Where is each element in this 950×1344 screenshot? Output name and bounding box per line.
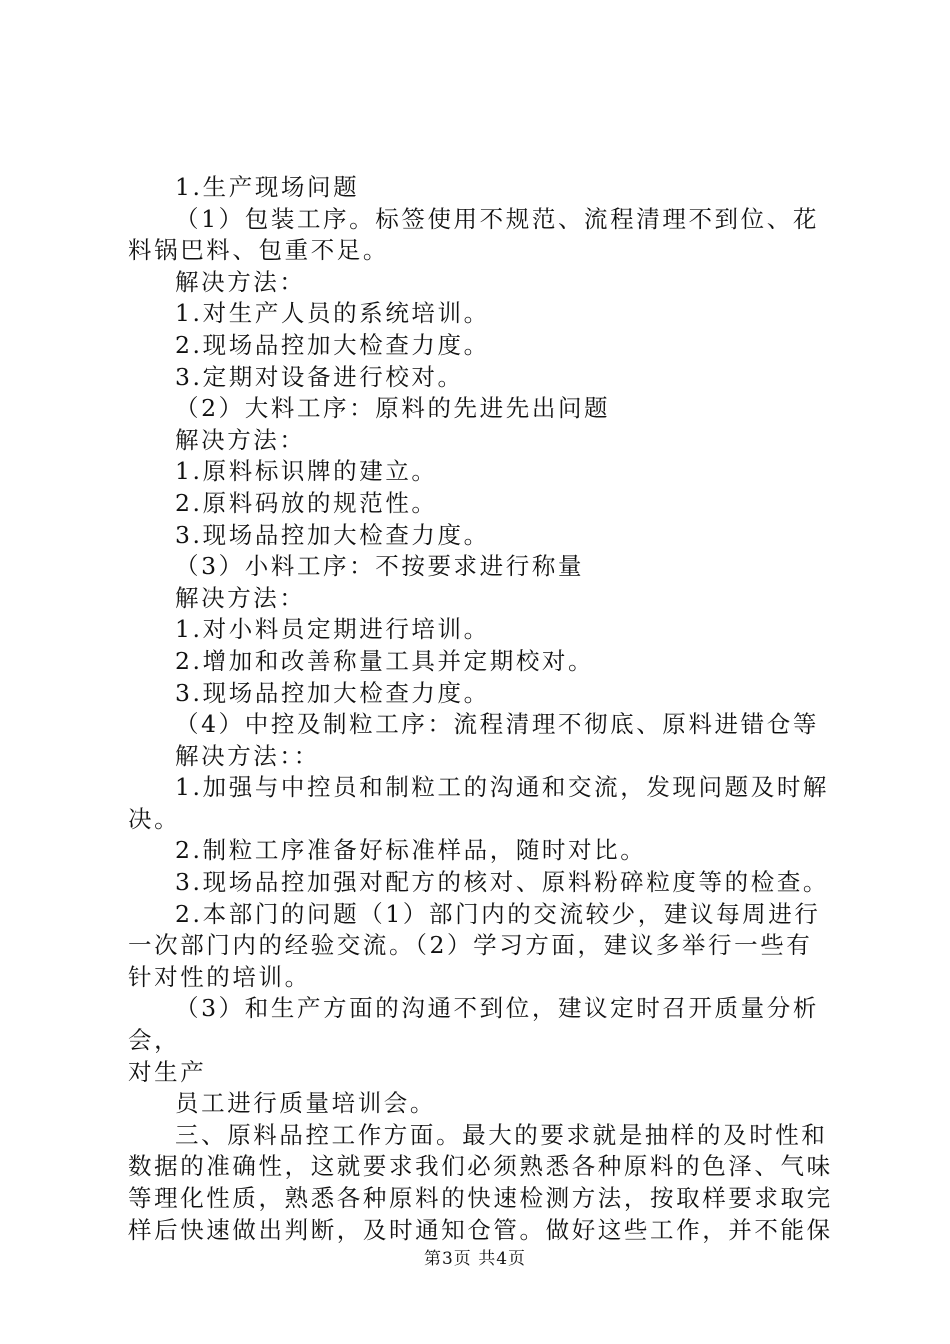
paragraph-22: 2.本部门的问题（1）部门内的交流较少，建议每周进行一次部门内的经验交流。（2）学习方面，建议多举行一些有针对性的培训。 [128, 899, 821, 991]
paragraph-18: 解决方法：： [175, 741, 320, 770]
paragraph-24: 对生产 [128, 1057, 207, 1086]
paragraph-4: 1.对生产人员的系统培训。 [175, 299, 490, 328]
paragraph-26: 三、原料品控工作方面。最大的要求就是抽样的及时性和数据的准确性，这就要求我们必须熟悉各种原料的色泽、气味等理化性质，熟悉各种原料的快速检测方法，按取样要求取完样后快速做出判断，及时通知仓管。做好这些工作，并不能保 [128, 1120, 833, 1244]
page-number-footer: 第3页 共4页 [423, 1249, 527, 1269]
paragraph-19: 1.加强与中控员和制粒工的沟通和交流，发现问题及时解决。 [128, 773, 830, 833]
paragraph-1: 1.生产现场问题 [175, 173, 360, 201]
paragraph-16: 3.现场品控加大检查力度。 [175, 678, 490, 707]
paragraph-15: 2.增加和改善称量工具并定期校对。 [175, 646, 595, 675]
paragraph-5: 2.现场品控加大检查力度。 [175, 330, 490, 359]
paragraph-2: （1）包装工序。标签使用不规范、流程清理不到位、花料锅巴料、包重不足。 [128, 204, 819, 265]
paragraph-14: 1.对小料员定期进行培训。 [175, 615, 490, 644]
paragraph-7: （2）大料工序：原料的先进先出问题 [175, 394, 611, 423]
paragraph-8: 解决方法： [175, 425, 306, 454]
paragraph-12: （3）小料工序：不按要求进行称量 [175, 552, 585, 581]
paragraph-9: 1.原料标识牌的建立。 [175, 457, 438, 486]
paragraph-21: 3.现场品控加强对配方的核对、原料粉碎粒度等的检查。 [175, 868, 830, 897]
paragraph-20: 2.制粒工序准备好标准样品，随时对比。 [175, 836, 647, 865]
document-body [128, 172, 834, 1246]
paragraph-17: （4）中控及制粒工序：流程清理不彻底、原料进错仓等 [175, 710, 819, 739]
paragraph-25: 员工进行质量培训会。 [175, 1089, 436, 1118]
paragraph-23: （3）和生产方面的沟通不到位，建议定时召开质量分析会， [128, 994, 819, 1055]
paragraph-3: 解决方法： [175, 267, 306, 296]
paragraph-11: 3.现场品控加大检查力度。 [175, 520, 490, 549]
paragraph-6: 3.定期对设备进行校对。 [175, 362, 464, 391]
paragraph-10: 2.原料码放的规范性。 [175, 488, 438, 517]
paragraph-13: 解决方法： [175, 583, 306, 612]
